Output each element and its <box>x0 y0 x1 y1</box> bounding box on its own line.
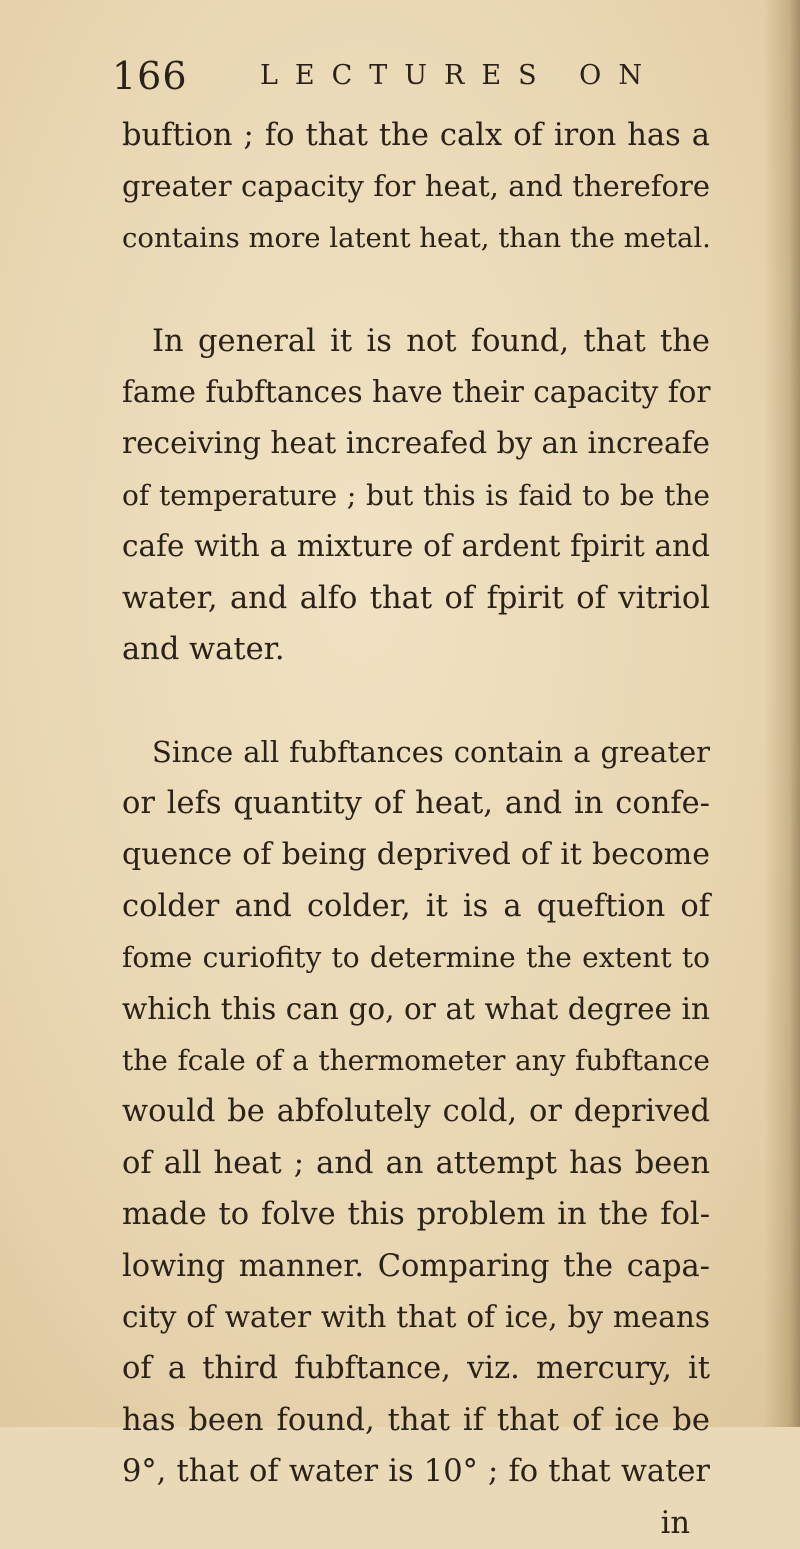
text-line: contains more latent heat, than the metal. <box>122 221 711 254</box>
text-line: of temperature ; but this is faid to be the <box>122 478 710 512</box>
text-line: greater capacity for heat, and therefore <box>122 169 710 204</box>
text-line: fame fubftances have their capacity for <box>122 374 711 409</box>
text-line: Since all fubftances contain a greater <box>152 734 710 769</box>
text-line: of all heat ; and an attempt has been <box>122 1145 710 1181</box>
page-gutter-shadow <box>764 0 800 1427</box>
text-line: city of water with that of ice, by means <box>122 1299 710 1334</box>
text-line: colder and colder, it is a queftion of <box>122 888 710 924</box>
body-text <box>122 110 710 1549</box>
text-line: would be abfolutely cold, or deprived <box>122 1094 710 1130</box>
paragraph-gap <box>122 264 710 315</box>
text-line: receiving heat increafed by an increafe <box>122 426 710 461</box>
text-line: has been found, that if that of ice be <box>122 1402 710 1438</box>
text-line: and water. <box>122 631 285 667</box>
page-number: 166 <box>112 54 188 98</box>
text-line: 9°, that of water is 10° ; fo that water <box>122 1454 710 1490</box>
text-line: made to folve this problem in the fol- <box>122 1197 710 1233</box>
text-line: of a third fubftance, viz. mercury, it <box>122 1351 710 1387</box>
text-line: In general it is not found, that the <box>152 323 710 359</box>
text-line: water, and alfo that of fpirit of vitriol <box>122 580 710 616</box>
running-header <box>112 48 712 104</box>
text-line: lowing manner. Comparing the capa- <box>122 1248 710 1284</box>
text-line: fome curiofity to determine the extent to <box>122 941 710 975</box>
catchword: in <box>660 1505 690 1541</box>
text-line: which this can go, or at what degree in <box>122 991 710 1026</box>
text-line: the fcale of a thermometer any fubftance <box>122 1044 710 1078</box>
paragraph-gap <box>122 675 710 726</box>
text-line: buftion ; fo that the calx of iron has a <box>122 118 710 153</box>
text-line: or lefs quantity of heat, and in confe- <box>122 786 710 822</box>
text-line: cafe with a mixture of ardent fpirit and <box>122 529 710 564</box>
text-line: quence of being deprived of it become <box>122 837 710 873</box>
running-title: LECTURES ON <box>260 60 659 91</box>
